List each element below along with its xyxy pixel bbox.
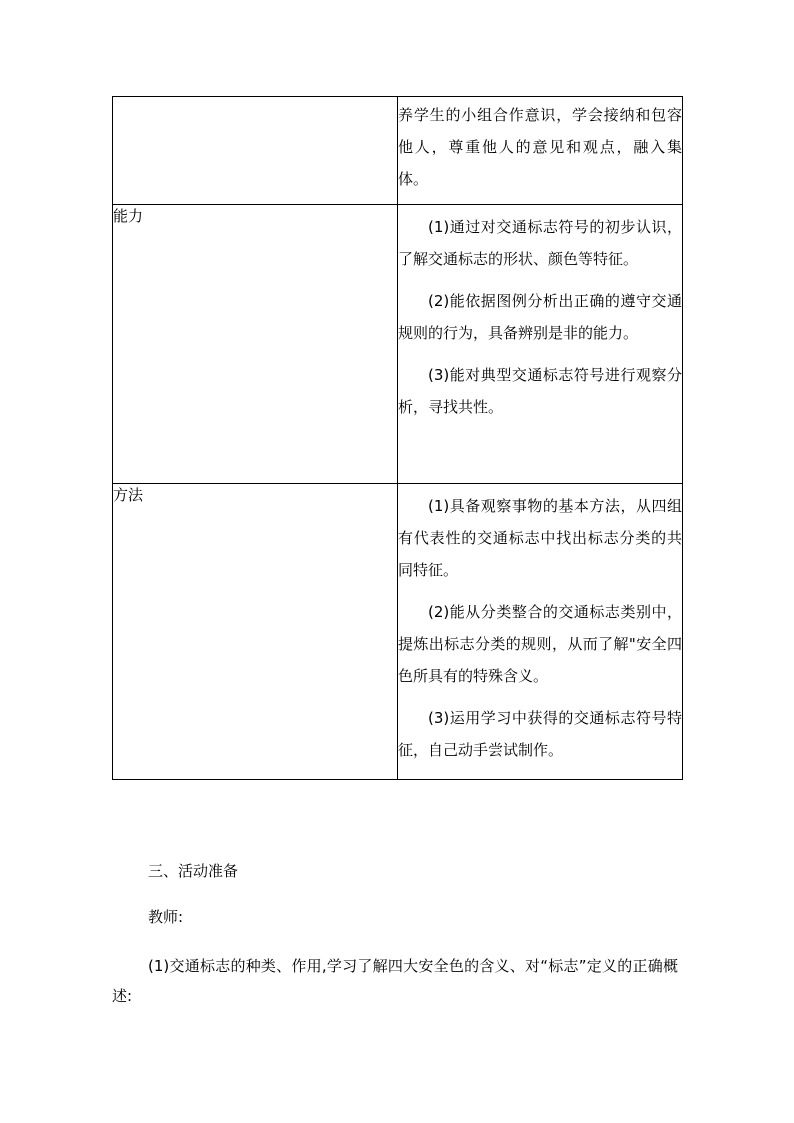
cell-paragraph: (3)能对典型交通标志符号进行观察分析，寻找共性。 [398, 366, 682, 416]
row-label: 方法 [113, 486, 144, 504]
cell-paragraph: (1)具备观察事物的基本方法，从四组有代表性的交通标志中找出标志分类的共同特征。 [398, 497, 682, 579]
objectives-table [112, 96, 683, 780]
cell-paragraph: (2)能依据图例分析出正确的遵守交通规则的行为，具备辨别是非的能力。 [398, 292, 682, 342]
cell-paragraph: (3)运用学习中获得的交通标志符号特征，自己动手尝试制作。 [398, 709, 682, 759]
table-row [113, 97, 683, 205]
table-row [113, 205, 683, 484]
cell-paragraph: (2)能从分类整合的交通标志类别中，提炼出标志分类的规则，从而了解"安全四色所具有的特殊含义。 [398, 603, 682, 685]
table-row [113, 484, 683, 780]
section-heading: 三、活动准备 [148, 862, 239, 880]
cell-paragraph: 养学生的小组合作意识，学会接纳和包容他人，尊重他人的意见和观点，融入集体。 [398, 106, 682, 188]
row-content-cell [398, 97, 683, 205]
row-content-cell [398, 484, 683, 780]
row-label-cell [113, 205, 398, 484]
row-label: 能力 [113, 207, 144, 225]
row-content-cell [398, 205, 683, 484]
row-label-cell [113, 484, 398, 780]
cell-paragraph: (1)通过对交通标志符号的初步认识，了解交通标志的形状、颜色等特征。 [398, 218, 682, 268]
teacher-label: 教师: [148, 908, 184, 926]
body-paragraph: (1)交通标志的种类、作用,学习了解四大安全色的含义、对“标志”定义的正确概述: [112, 957, 678, 1005]
row-label-cell [113, 97, 398, 205]
